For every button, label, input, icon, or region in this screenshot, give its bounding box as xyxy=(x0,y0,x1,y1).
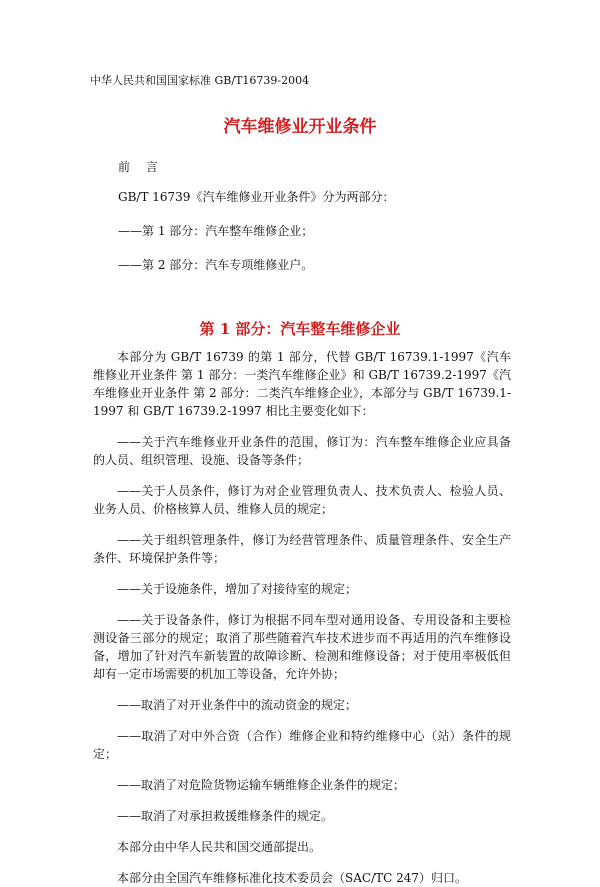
body-paragraph: 本部分由中华人民共和国交通部提出。 xyxy=(117,840,322,854)
body-paragraph: 本部分由全国汽车维修标准化技术委员会（SAC/TC 247）归口。 xyxy=(117,871,468,885)
document-header: 中华人民共和国国家标准 GB/T16739-2004 xyxy=(90,74,310,87)
change-item: ——关于组织管理条件，修订为经营管理条件、质量管理条件、安全生产条件、环境保护条件等； xyxy=(93,533,511,565)
change-item: ——取消了对承担救援维修条件的规定。 xyxy=(117,809,334,823)
change-item: ——关于汽车维修业开业条件的范围，修订为：汽车整车维修企业应具备的人员、组织管理、设施、设备等条件； xyxy=(93,435,511,467)
change-item: ——取消了对中外合资（合作）维修企业和特约维修中心（站）条件的规定； xyxy=(93,729,511,761)
change-item: ——关于人员条件，修订为对企业管理负责人、技术负责人、检验人员、业务人员、价格核算人员、维修人员的规定； xyxy=(93,484,511,516)
change-item: ——取消了对开业条件中的流动资金的规定； xyxy=(117,698,358,712)
intro-line: ——第 2 部分：汽车专项维修业户。 xyxy=(118,258,314,272)
body-paragraph: 本部分为 GB/T 16739 的第 1 部分，代替 GB/T 16739.1-1997《汽车维修业开业条件 第 1 部分：一类汽车维修企业》和 GB/T 16739.2-1997《汽车维修业开业条件 第 2 部分：二类汽车维修企业》，本部分与 GB/T 16739.1-1997 和 GB/T 16739.2-1997 相比主要变化如下： xyxy=(93,350,511,418)
foreword-heading: 前 言 xyxy=(118,160,164,174)
document-body xyxy=(93,348,511,887)
change-item: ——取消了对危险货物运输车辆维修企业条件的规定； xyxy=(117,778,406,792)
part1-title: 第 1 部分：汽车整车维修企业 xyxy=(199,320,401,338)
intro-line: GB/T 16739《汽车维修业开业条件》分为两部分： xyxy=(118,190,395,204)
change-item: ——关于设备条件，修订为根据不同车型对通用设备、专用设备和主要检测设备三部分的规定；取消了那些随着汽车技术进步而不再适用的汽车维修设备，增加了针对汽车新装置的故障诊断、检测和维修设备；对于使用率极低但却有一定市场需要的机加工等设备，允许外协； xyxy=(93,613,511,681)
intro-line: ——第 1 部分：汽车整车维修企业； xyxy=(118,224,314,238)
document-title: 汽车维修业开业条件 xyxy=(223,117,377,137)
change-item: ——关于设施条件，增加了对接待室的规定； xyxy=(117,582,358,596)
